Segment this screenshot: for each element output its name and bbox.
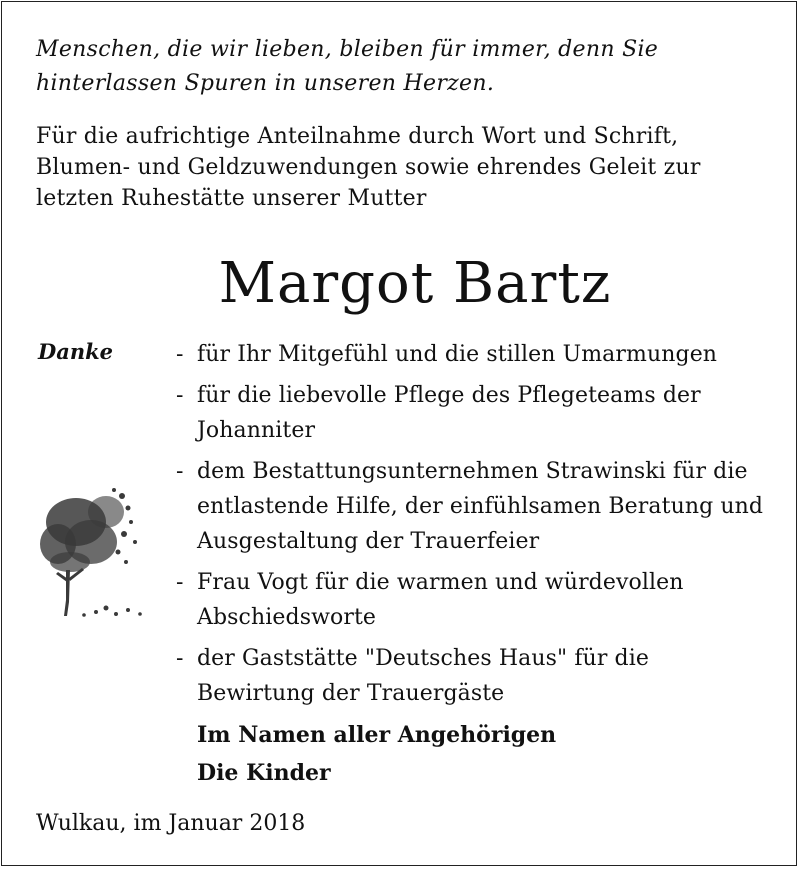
signature xyxy=(197,716,556,792)
poem xyxy=(36,33,776,101)
thanks-line: für Ihr Mitgefühl und die stillen Umarmungen xyxy=(197,342,718,367)
tree-icon xyxy=(36,482,148,622)
poem-line: hinterlassen Spuren in unseren Herzen. xyxy=(36,71,495,96)
deceased-name: Margot Bartz xyxy=(218,251,612,316)
thanks-line: Ausgestaltung der Trauerfeier xyxy=(197,529,540,554)
intro-text xyxy=(36,121,776,214)
thanks-item xyxy=(176,565,786,635)
intro-line: letzten Ruhestätte unserer Mutter xyxy=(36,186,427,211)
intro-line: Für die aufrichtige Anteilnahme durch Wort und Schrift, xyxy=(36,124,679,149)
thanks-line: Abschiedsworte xyxy=(197,605,377,630)
thanks-item xyxy=(176,454,786,559)
dash-bullet: - xyxy=(176,342,184,367)
thanks-line: Johanniter xyxy=(197,418,316,443)
thanks-line: dem Bestattungsunternehmen Strawinski für die xyxy=(197,459,748,484)
danke-label: Danke xyxy=(38,339,113,364)
signature-line: Die Kinder xyxy=(197,760,331,786)
dash-bullet: - xyxy=(176,383,184,408)
signature-line: Im Namen aller Angehörigen xyxy=(197,722,557,748)
thanks-line: Bewirtung der Trauergäste xyxy=(197,681,505,706)
thanks-line: entlastende Hilfe, der einfühlsamen Beratung und xyxy=(197,494,764,519)
thanks-line: für die liebevolle Pflege des Pflegeteams der xyxy=(197,383,701,408)
dash-bullet: - xyxy=(176,570,184,595)
thanks-line: der Gaststätte "Deutsches Haus" für die xyxy=(197,646,649,671)
thanks-item xyxy=(176,378,786,448)
poem-line: Menschen, die wir lieben, bleiben für immer, denn Sie xyxy=(36,37,659,62)
thanks-item xyxy=(176,337,786,372)
dash-bullet: - xyxy=(176,646,184,671)
thanks-list xyxy=(176,337,786,717)
thanks-line: Frau Vogt für die warmen und würdevollen xyxy=(197,570,684,595)
place-date: Wulkau, im Januar 2018 xyxy=(36,811,306,836)
intro-line: Blumen- und Geldzuwendungen sowie ehrendes Geleit zur xyxy=(36,155,701,180)
thanks-item xyxy=(176,641,786,711)
dash-bullet: - xyxy=(176,459,184,484)
